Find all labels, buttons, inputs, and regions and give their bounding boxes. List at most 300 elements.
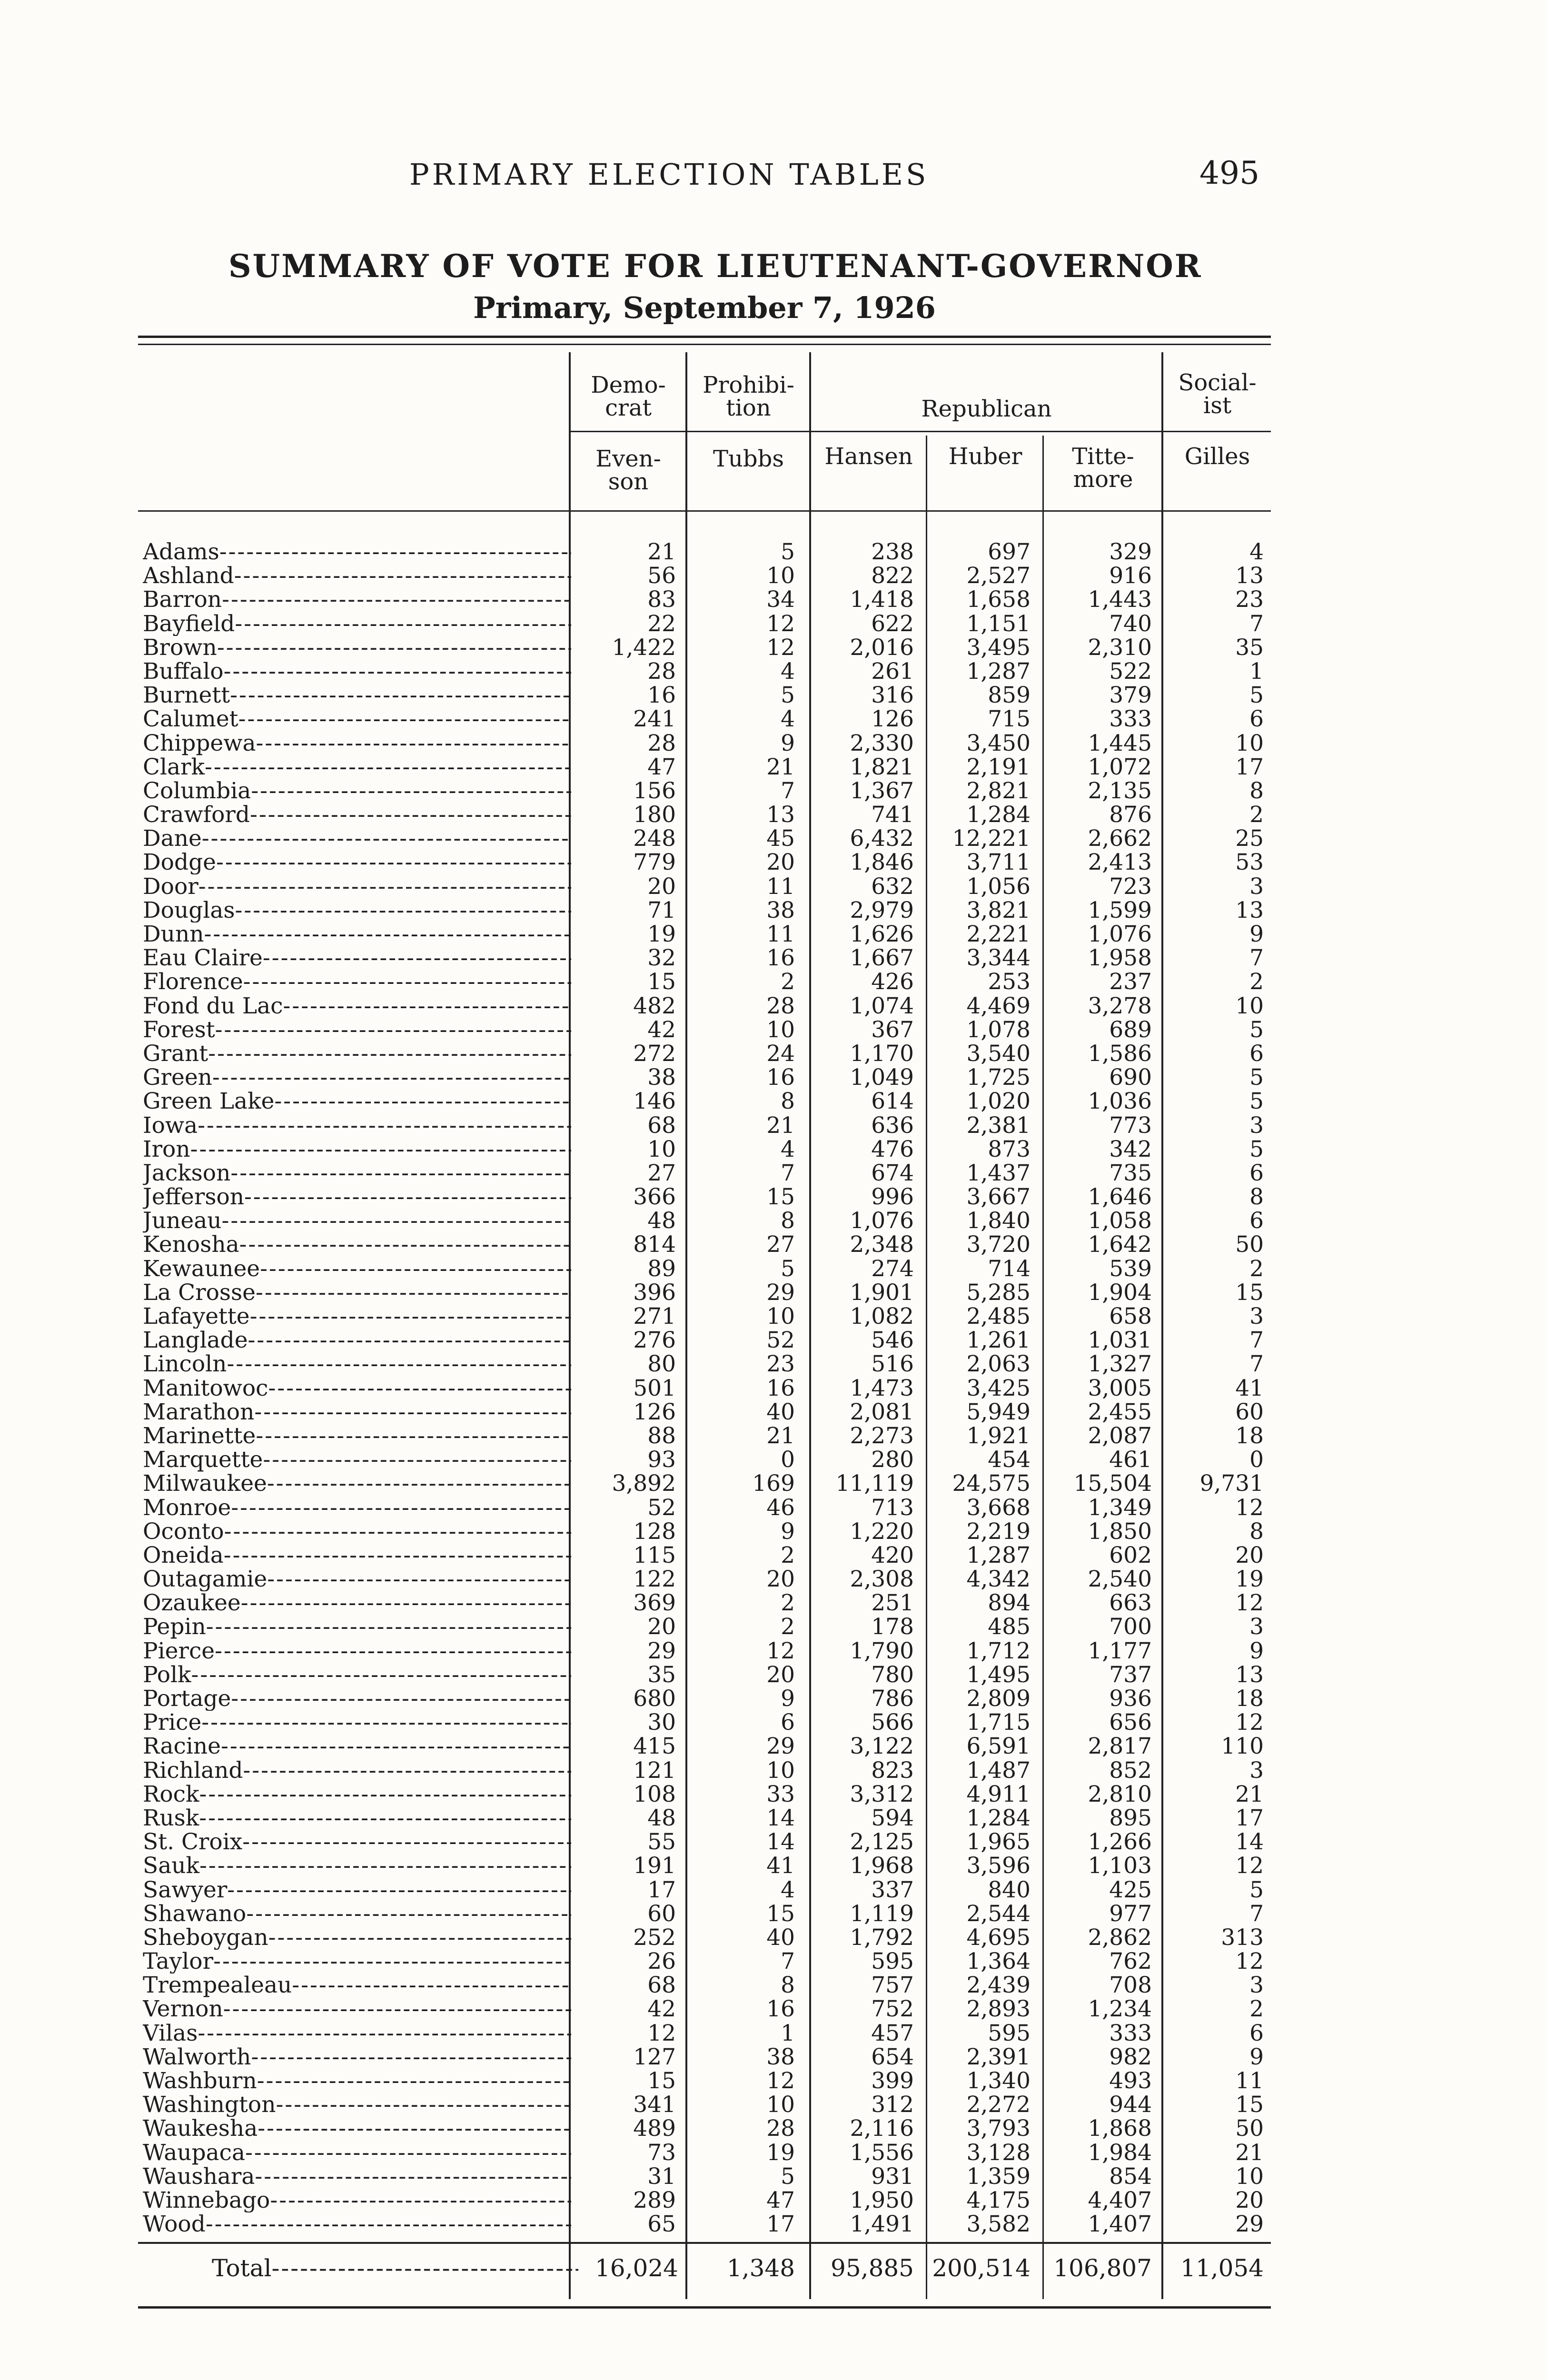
total-bottom-rule (138, 2306, 1271, 2309)
total-tubbs: 1,348 (726, 2254, 795, 2282)
cell-huber: 2,272 (966, 2092, 1031, 2118)
cell-tittemore: 723 (1109, 873, 1152, 900)
cell-gilles: 2 (1249, 802, 1264, 828)
county-name: Iowa ----- (143, 1114, 571, 1138)
county-name: Outagamie ----- (143, 1567, 571, 1591)
county-name: Winnebago ----- (143, 2189, 571, 2212)
county-name: Washburn ----- (143, 2069, 571, 2093)
cell-huber: 1,359 (966, 2163, 1031, 2190)
cell-tittemore: 3,005 (1088, 1375, 1152, 1401)
cell-tittemore: 852 (1109, 1757, 1152, 1784)
cell-tittemore: 1,177 (1088, 1637, 1152, 1664)
cell-gilles: 3 (1249, 1614, 1264, 1640)
cell-tittemore: 700 (1109, 1614, 1152, 1640)
header-democrat (571, 374, 685, 419)
table-row (0, 1209, 1546, 1233)
cell-hansen: 1,491 (850, 2211, 914, 2238)
cell-gilles: 3 (1249, 873, 1264, 900)
cell-evenson: 17 (647, 1876, 676, 1903)
cell-hansen: 931 (871, 2163, 914, 2190)
county-name: Barron ----- (143, 588, 571, 612)
cell-tubbs: 9 (781, 1686, 795, 1712)
table-row (0, 1448, 1546, 1472)
cell-tittemore: 1,586 (1088, 1040, 1152, 1067)
county-name: Price ----- (143, 1711, 571, 1735)
cell-hansen: 1,473 (850, 1375, 914, 1401)
county-name: Dunn ----- (143, 922, 571, 946)
cell-tittemore: 977 (1109, 1900, 1152, 1927)
cell-gilles: 7 (1249, 610, 1264, 637)
cell-tubbs: 52 (766, 1327, 795, 1354)
cell-huber: 1,921 (966, 1422, 1031, 1449)
cell-gilles: 10 (1235, 730, 1264, 756)
cell-gilles: 0 (1249, 1447, 1264, 1473)
cell-tubbs: 28 (766, 2115, 795, 2142)
table-row (0, 1161, 1546, 1185)
cell-tittemore: 663 (1109, 1590, 1152, 1616)
county-name: Pepin ----- (143, 1615, 571, 1639)
cell-hansen: 367 (871, 1016, 914, 1043)
cell-evenson: 83 (647, 586, 676, 613)
cell-gilles: 3 (1249, 1757, 1264, 1784)
cell-hansen: 1,076 (850, 1208, 914, 1234)
cell-tittemore: 3,278 (1088, 992, 1152, 1019)
cell-tubbs: 46 (766, 1494, 795, 1521)
cell-huber: 1,261 (966, 1327, 1031, 1354)
cell-tittemore: 1,103 (1088, 1853, 1152, 1879)
table-row (0, 1735, 1546, 1758)
cell-huber: 1,487 (966, 1757, 1031, 1784)
cell-huber: 859 (988, 682, 1031, 709)
cell-huber: 3,668 (966, 1494, 1031, 1521)
cell-evenson: 38 (647, 1064, 676, 1091)
table-row (0, 636, 1546, 660)
cell-evenson: 29 (647, 1637, 676, 1664)
county-name: Walworth ----- (143, 2045, 571, 2069)
cell-evenson: 122 (633, 1566, 676, 1593)
cell-hansen: 1,901 (850, 1279, 914, 1306)
cell-tubbs: 21 (766, 754, 795, 780)
cell-hansen: 1,821 (850, 754, 914, 780)
table-row (0, 2141, 1546, 2165)
cell-tubbs: 4 (781, 1876, 795, 1903)
cell-huber: 12,221 (952, 825, 1031, 852)
header-huber: Huber (948, 443, 1022, 470)
cell-tubbs: 169 (752, 1470, 795, 1497)
cell-gilles: 15 (1235, 2092, 1264, 2118)
county-name: Pierce ----- (143, 1639, 571, 1663)
table-row (0, 1281, 1546, 1305)
total-row (0, 2254, 1546, 2282)
cell-evenson: 680 (633, 1686, 676, 1712)
cell-evenson: 126 (633, 1398, 676, 1425)
cell-evenson: 35 (647, 1661, 676, 1688)
header-tittemore: Titte- more (1072, 443, 1134, 493)
cell-tubbs: 19 (766, 2139, 795, 2166)
cell-huber: 3,495 (966, 634, 1031, 661)
table-row (0, 1520, 1546, 1544)
cell-tittemore: 493 (1109, 2068, 1152, 2094)
cell-tubbs: 21 (766, 1422, 795, 1449)
cell-gilles: 12 (1235, 1709, 1264, 1736)
cell-tittemore: 425 (1109, 1876, 1152, 1903)
cell-tubbs: 12 (766, 2068, 795, 2094)
cell-tubbs: 12 (766, 610, 795, 637)
cell-gilles: 12 (1235, 1948, 1264, 1975)
cell-hansen: 126 (871, 706, 914, 733)
cell-evenson: 115 (633, 1542, 676, 1568)
cell-evenson: 28 (647, 658, 676, 684)
cell-tubbs: 23 (766, 1351, 795, 1378)
table-row (0, 1687, 1546, 1711)
cell-tittemore: 1,868 (1088, 2115, 1152, 2142)
cell-hansen: 654 (871, 2043, 914, 2070)
cell-tittemore: 1,904 (1088, 1279, 1152, 1306)
county-name: Eau Claire ----- (143, 946, 571, 970)
cell-evenson: 88 (647, 1422, 676, 1449)
cell-tubbs: 21 (766, 1112, 795, 1139)
cell-tittemore: 1,445 (1088, 730, 1152, 756)
county-name: Brown ----- (143, 636, 571, 660)
cell-hansen: 1,367 (850, 777, 914, 804)
header-republican-text: Republican (921, 396, 1052, 422)
cell-tittemore: 461 (1109, 1447, 1152, 1473)
cell-evenson: 73 (647, 2139, 676, 2166)
county-name: Kenosha ----- (143, 1233, 571, 1257)
cell-hansen: 2,308 (850, 1566, 914, 1593)
table-row (0, 1544, 1546, 1567)
cell-huber: 2,527 (966, 563, 1031, 589)
cell-evenson: 42 (647, 1016, 676, 1043)
cell-hansen: 2,330 (850, 730, 914, 756)
header-hansen: Hansen (824, 443, 913, 470)
cell-hansen: 1,790 (850, 1637, 914, 1664)
header-prohibition-text: Prohibi- tion (703, 372, 794, 421)
cell-tittemore: 2,310 (1088, 634, 1152, 661)
cell-evenson: 32 (647, 945, 676, 972)
cell-gilles: 7 (1249, 1900, 1264, 1927)
county-name: Dodge ----- (143, 851, 571, 874)
cell-hansen: 457 (871, 2020, 914, 2046)
cell-hansen: 636 (871, 1112, 914, 1139)
county-name: Marathon ----- (143, 1400, 571, 1424)
cell-tubbs: 5 (781, 682, 795, 709)
county-name: La Crosse ----- (143, 1281, 571, 1305)
cell-tittemore: 379 (1109, 682, 1152, 709)
cell-tittemore: 689 (1109, 1016, 1152, 1043)
cell-tittemore: 1,407 (1088, 2211, 1152, 2238)
county-name: Door ----- (143, 875, 571, 899)
cell-tubbs: 15 (766, 1900, 795, 1927)
cell-huber: 3,711 (966, 849, 1031, 876)
county-name: Columbia ----- (143, 779, 571, 803)
table-row (0, 1424, 1546, 1448)
cell-gilles: 6 (1249, 706, 1264, 733)
cell-gilles: 53 (1235, 849, 1264, 876)
cell-evenson: 16 (647, 682, 676, 709)
cell-tubbs: 47 (766, 2187, 795, 2213)
cell-huber: 1,712 (966, 1637, 1031, 1664)
cell-gilles: 2 (1249, 969, 1264, 995)
table-row (0, 1926, 1546, 1950)
cell-tubbs: 14 (766, 1829, 795, 1855)
cell-evenson: 108 (633, 1781, 676, 1807)
cell-evenson: 180 (633, 802, 676, 828)
cell-hansen: 337 (871, 1876, 914, 1903)
cell-tittemore: 1,058 (1088, 1208, 1152, 1234)
cell-huber: 1,078 (966, 1016, 1031, 1043)
cell-huber: 24,575 (952, 1470, 1031, 1497)
cell-gilles: 17 (1235, 754, 1264, 780)
cell-huber: 4,469 (966, 992, 1031, 1019)
cell-hansen: 261 (871, 658, 914, 684)
county-name: Dane ----- (143, 827, 571, 851)
cell-gilles: 1 (1249, 658, 1264, 684)
page-number: 495 (1199, 155, 1259, 191)
header-prohibition (688, 374, 809, 419)
total-top-rule (138, 2242, 1271, 2244)
table-row (0, 1114, 1546, 1138)
table-row (0, 1472, 1546, 1496)
cell-evenson: 27 (647, 1160, 676, 1186)
county-name: Chippewa ----- (143, 732, 571, 755)
cell-tittemore: 2,662 (1088, 825, 1152, 852)
cell-tubbs: 10 (766, 563, 795, 589)
cell-tubbs: 13 (766, 802, 795, 828)
cell-tubbs: 2 (781, 1542, 795, 1568)
cell-tittemore: 237 (1109, 969, 1152, 995)
cell-evenson: 26 (647, 1948, 676, 1975)
cell-evenson: 289 (633, 2187, 676, 2213)
county-name: Portage ----- (143, 1687, 571, 1711)
cell-huber: 3,667 (966, 1184, 1031, 1210)
cell-evenson: 55 (647, 1829, 676, 1855)
cell-evenson: 482 (633, 992, 676, 1019)
cell-huber: 3,540 (966, 1040, 1031, 1067)
table-row (0, 684, 1546, 707)
cell-tittemore: 1,076 (1088, 921, 1152, 947)
table-row (0, 1806, 1546, 1830)
cell-tittemore: 737 (1109, 1661, 1152, 1688)
cell-evenson: 22 (647, 610, 676, 637)
cell-gilles: 41 (1235, 1375, 1264, 1401)
cell-tittemore: 1,984 (1088, 2139, 1152, 2166)
cell-tittemore: 342 (1109, 1136, 1152, 1162)
cell-hansen: 632 (871, 873, 914, 900)
cell-evenson: 814 (633, 1231, 676, 1258)
cell-huber: 2,219 (966, 1518, 1031, 1545)
cell-tittemore: 916 (1109, 563, 1152, 589)
cell-tubbs: 0 (781, 1447, 795, 1473)
county-name: Lafayette ----- (143, 1305, 571, 1329)
cell-gilles: 14 (1235, 1829, 1264, 1855)
cell-gilles: 3 (1249, 1303, 1264, 1329)
cell-evenson: 31 (647, 2163, 676, 2190)
county-name: Monroe ----- (143, 1496, 571, 1520)
table-row (0, 660, 1546, 684)
cell-gilles: 18 (1235, 1422, 1264, 1449)
cell-gilles: 10 (1235, 2163, 1264, 2190)
cell-hansen: 1,950 (850, 2187, 914, 2213)
cell-tubbs: 8 (781, 1972, 795, 1999)
cell-gilles: 9 (1249, 1637, 1264, 1664)
cell-tittemore: 333 (1109, 706, 1152, 733)
cell-gilles: 7 (1249, 945, 1264, 972)
table-row (0, 2069, 1546, 2093)
cell-tubbs: 2 (781, 969, 795, 995)
cell-huber: 1,287 (966, 1542, 1031, 1568)
county-name: Iron ----- (143, 1138, 571, 1161)
county-name: Bayfield ----- (143, 612, 571, 636)
total-label: Total ----- (212, 2254, 578, 2282)
cell-huber: 1,056 (966, 873, 1031, 900)
cell-huber: 253 (988, 969, 1031, 995)
cell-gilles: 21 (1235, 1781, 1264, 1807)
cell-hansen: 757 (871, 1972, 914, 1999)
table-row (0, 803, 1546, 827)
cell-huber: 873 (988, 1136, 1031, 1162)
county-name: Fond du Lac ----- (143, 994, 571, 1018)
cell-gilles: 9,731 (1199, 1470, 1264, 1497)
cell-tubbs: 10 (766, 2092, 795, 2118)
cell-huber: 2,544 (966, 1900, 1031, 1927)
table-row (0, 1854, 1546, 1878)
cell-gilles: 6 (1249, 2020, 1264, 2046)
cell-huber: 3,425 (966, 1375, 1031, 1401)
cell-tittemore: 690 (1109, 1064, 1152, 1091)
cell-hansen: 2,273 (850, 1422, 914, 1449)
cell-hansen: 2,125 (850, 1829, 914, 1855)
county-name: Rusk ----- (143, 1806, 571, 1830)
cell-gilles: 5 (1249, 1136, 1264, 1162)
cell-evenson: 248 (633, 825, 676, 852)
county-name: Jefferson ----- (143, 1185, 571, 1209)
cell-gilles: 25 (1235, 825, 1264, 852)
cell-tittemore: 1,234 (1088, 1996, 1152, 2023)
cell-tubbs: 9 (781, 1518, 795, 1545)
table-row (0, 1783, 1546, 1806)
cell-tittemore: 740 (1109, 610, 1152, 637)
cell-tubbs: 20 (766, 849, 795, 876)
table-row (0, 1233, 1546, 1257)
cell-huber: 485 (988, 1614, 1031, 1640)
county-name: Adams ----- (143, 540, 571, 564)
cell-hansen: 780 (871, 1661, 914, 1688)
cell-huber: 894 (988, 1590, 1031, 1616)
cell-tubbs: 2 (781, 1614, 795, 1640)
cell-evenson: 779 (633, 849, 676, 876)
cell-hansen: 2,348 (850, 1231, 914, 1258)
county-name: Green ----- (143, 1066, 571, 1090)
table-row (0, 2022, 1546, 2045)
cell-hansen: 426 (871, 969, 914, 995)
cell-tittemore: 1,642 (1088, 1231, 1152, 1258)
cell-tittemore: 1,958 (1088, 945, 1152, 972)
cell-tubbs: 29 (766, 1733, 795, 1760)
table-row (0, 851, 1546, 874)
cell-tittemore: 876 (1109, 802, 1152, 828)
table-row (0, 1830, 1546, 1854)
county-name: St. Croix ----- (143, 1830, 571, 1854)
table-row (0, 2045, 1546, 2069)
cell-hansen: 741 (871, 802, 914, 828)
cell-tubbs: 16 (766, 1996, 795, 2023)
cell-gilles: 13 (1235, 563, 1264, 589)
county-name: Douglas ----- (143, 899, 571, 922)
county-name: Crawford ----- (143, 803, 571, 827)
cell-tubbs: 16 (766, 1375, 795, 1401)
cell-hansen: 1,667 (850, 945, 914, 972)
cell-tubbs: 12 (766, 1637, 795, 1664)
cell-huber: 2,485 (966, 1303, 1031, 1329)
cell-huber: 1,284 (966, 802, 1031, 828)
cell-huber: 3,720 (966, 1231, 1031, 1258)
table-row (0, 1902, 1546, 1926)
cell-evenson: 71 (647, 897, 676, 923)
cell-hansen: 713 (871, 1494, 914, 1521)
cell-evenson: 20 (647, 1614, 676, 1640)
cell-tubbs: 10 (766, 1016, 795, 1043)
table-row (0, 1663, 1546, 1687)
cell-tittemore: 1,443 (1088, 586, 1152, 613)
county-name: Sawyer ----- (143, 1878, 571, 1902)
cell-tubbs: 11 (766, 873, 795, 900)
cell-hansen: 312 (871, 2092, 914, 2118)
cell-tubbs: 14 (766, 1805, 795, 1831)
table-row (0, 970, 1546, 994)
cell-hansen: 1,220 (850, 1518, 914, 1545)
county-name: Lincoln ----- (143, 1352, 571, 1376)
cell-tubbs: 28 (766, 992, 795, 1019)
cell-tubbs: 2 (781, 1590, 795, 1616)
cell-tittemore: 4,407 (1088, 2187, 1152, 2213)
cell-evenson: 489 (633, 2115, 676, 2142)
total-evenson: 16,024 (595, 2254, 678, 2282)
cell-gilles: 12 (1235, 1853, 1264, 1879)
cell-tubbs: 7 (781, 1160, 795, 1186)
cell-evenson: 272 (633, 1040, 676, 1067)
cell-hansen: 823 (871, 1757, 914, 1784)
county-name: Marinette ----- (143, 1424, 571, 1448)
cell-hansen: 251 (871, 1590, 914, 1616)
cell-hansen: 2,116 (850, 2115, 914, 2142)
cell-evenson: 146 (633, 1088, 676, 1115)
county-name: Forest ----- (143, 1018, 571, 1042)
header-bottom-rule (138, 510, 1271, 512)
cell-tittemore: 2,455 (1088, 1398, 1152, 1425)
cell-gilles: 35 (1235, 634, 1264, 661)
county-name: Polk ----- (143, 1663, 571, 1687)
cell-hansen: 996 (871, 1184, 914, 1210)
county-name: Oneida ----- (143, 1544, 571, 1567)
county-name: Vilas ----- (143, 2022, 571, 2045)
cell-tubbs: 40 (766, 1398, 795, 1425)
cell-tittemore: 329 (1109, 539, 1152, 565)
table-row (0, 1329, 1546, 1352)
cell-tubbs: 40 (766, 1924, 795, 1951)
cell-huber: 595 (988, 2020, 1031, 2046)
table-title: SUMMARY OF VOTE FOR LIEUTENANT-GOVERNOR (228, 248, 1202, 285)
cell-huber: 3,450 (966, 730, 1031, 756)
county-name: Waushara ----- (143, 2165, 571, 2189)
cell-hansen: 1,082 (850, 1303, 914, 1329)
header-tubbs: Tubbs (713, 446, 784, 472)
cell-hansen: 316 (871, 682, 914, 709)
cell-tubbs: 8 (781, 1088, 795, 1115)
running-head: PRIMARY ELECTION TABLES (409, 157, 929, 192)
cell-gilles: 12 (1235, 1590, 1264, 1616)
cell-evenson: 68 (647, 1112, 676, 1139)
